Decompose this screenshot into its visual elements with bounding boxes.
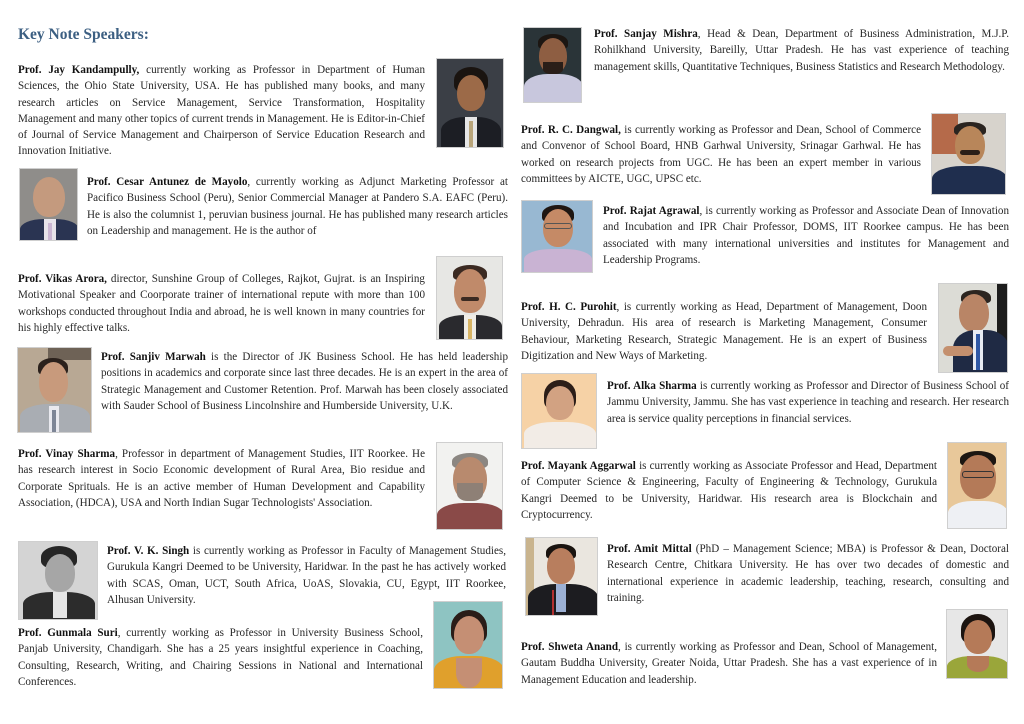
speaker-bio [107, 543, 506, 608]
speaker-bio [607, 541, 1009, 606]
photo-gunmala-suri [433, 601, 503, 689]
speaker-bio [521, 639, 937, 688]
photo-rc-dangwal [931, 113, 1006, 195]
speaker-bio [18, 625, 423, 690]
speaker-name: Prof. Vinay Sharma [18, 448, 116, 460]
speaker-description: , currently working as Professor in University Business School, Panjab University, Chandigarh. She has a 25 years insightful experience in Coaching, Consulting, Research, Writing, and Chairing Sessions in National and International Conferences. [18, 627, 423, 688]
photo-vinay-sharma [436, 442, 503, 530]
speaker-bio [101, 349, 508, 414]
speaker-name: Prof. Sanjay Mishra [594, 28, 698, 40]
photo-amit-mittal [525, 537, 598, 616]
speaker-name: Prof. Mayank Aggarwal [521, 460, 636, 472]
speaker-description: , is currently working as Professor and Dean, School of Management, Gautam Buddha University, Greater Noida, Uttar Pradesh. She has a vast experience of in Management Education and leadership. [521, 641, 937, 686]
speaker-description: is currently working as Associate Professor and Head, Department of Computer Science & Engineering, Faculty of Engineering & Technology, Gurukula Kangri Deemed to be University, Haridwar. His research area is Blockchain and Cryptocurrency. [521, 460, 937, 521]
photo-cesar-antunez-de-mayolo [19, 168, 78, 241]
photo-vikas-arora [436, 256, 503, 340]
speaker-name: Prof. H. C. Purohit [521, 301, 617, 313]
speaker-description: , Head & Dean, Department of Business Administration, M.J.P. Rohilkhand University, Bareilly, Uttar Pradesh. He has vast experience of teaching management skills, Quantitative Techniques, Business Statistics and Research Methodology. [594, 28, 1009, 73]
speaker-bio [18, 446, 425, 511]
speaker-bio [521, 122, 921, 187]
speaker-name: Prof. R. C. Dangwal, [521, 124, 621, 136]
speaker-bio [521, 299, 927, 364]
speaker-bio [594, 26, 1009, 75]
page-title: Key Note Speakers: [18, 26, 149, 43]
speaker-name: Prof. Amit Mittal [607, 543, 692, 555]
speaker-description: , is currently working as Head, Department of Management, Doon University, Dehradun. His area of research is Marketing Management, Consumer Behaviour, Marketing Research, Strategic Management. He is an expert of Business Digitization and New Ways of Marketing. [521, 301, 928, 362]
photo-mayank-aggarwal [947, 442, 1007, 529]
speaker-bio [521, 458, 937, 523]
photo-alka-sharma [521, 373, 597, 449]
speaker-description: director, Sunshine Group of Colleges, Rajkot, Gujrat. is an Inspiring Motivational Speaker and Coorporate trainer of international repute with more than 100 workshops conducted throughout India and abroad, he is well known in many countries for his highly effective talks. [18, 273, 425, 334]
speaker-name: Prof. Rajat Agrawal [603, 205, 700, 217]
speaker-bio [18, 271, 425, 336]
speaker-description: is currently working as Professor in Faculty of Management Studies, Gurukula Kangri Deemed to be University, Haridwar. In the past he has actively worked with SCAS, Oman, UCT, South Africa, UoAS, Slovakia, CU, Egypt, IIT Roorkee, Alhusan University. [107, 545, 506, 606]
speaker-name: Prof. Jay Kandampully, [18, 64, 140, 76]
photo-sanjay-mishra [523, 27, 582, 103]
speaker-description: , is currently working as Professor and Associate Dean of Innovation and Incubation and IPR Chair Professor, DOMS, IIT Roorkee campus. He has been associated with many international universities and institutes for Management and Leadership Programs. [603, 205, 1009, 266]
photo-sanjiv-marwah [17, 347, 92, 433]
speaker-name: Prof. Cesar Antunez de Mayolo [87, 176, 248, 188]
speaker-description: (PhD – Management Science; MBA) is Professor & Dean, Doctoral Research Centre, Chitkara University. He has over two decades of domestic and international experience in academic leadership, teaching, research, consulting and training. [607, 543, 1009, 604]
speaker-name: Prof. V. K. Singh [107, 545, 190, 557]
speaker-name: Prof. Alka Sharma [607, 380, 697, 392]
speaker-name: Prof. Vikas Arora, [18, 273, 107, 285]
speaker-description: is currently working as Professor and Director of Business School of Jammu University, Jammu. She has vast experience in teaching and research. Her research area is service quality perceptions in financial services. [607, 380, 1009, 425]
speaker-description: is currently working as Professor and Dean, School of Commerce and Convenor of School Board, HNB Garhwal University, Srinagar Garhwal. He has worked on research projects from UGC. He has been an expert member in various committees by AICTE, UGC, UPSC etc. [521, 124, 921, 185]
photo-hc-purohit [938, 283, 1008, 373]
speaker-name: Prof. Sanjiv Marwah [101, 351, 206, 363]
photo-rajat-agrawal [521, 200, 593, 273]
speaker-description: currently working as Professor in Department of Human Sciences, the Ohio State University, USA. He has published many books, and many research articles on Service Management, Service Transformation, Hospitality Management and many other topics of current trends in Management. He is Editor-in-Chief of Journal of Service Management and Chairperson of Service Education Research and Innovation Initiative. [18, 64, 425, 158]
speaker-bio [87, 174, 508, 239]
photo-shweta-anand [946, 609, 1008, 679]
photo-jay-kandampully [436, 58, 504, 148]
speaker-bio [603, 203, 1009, 268]
speaker-description: , Professor in department of Management Studies, IIT Roorkee. He has research interest in Socio Economic development of Rural Area, Bio residue and Corporate Sprituals. He is an active member of Human Development and Capability Association, (HDCA), USA and North Indian Sugar Technologists' Association. [18, 448, 425, 509]
speaker-description: is the Director of JK Business School. He has held leadership positions in academics and corporate since last three decades. He is an expert in the area of Strategic Management and Customer Retention. Prof. Marwah has been closely associated with Sauder School of Business Lincolnshire and Humberside University, U.K. [101, 351, 508, 412]
speaker-name: Prof. Gunmala Suri [18, 627, 118, 639]
photo-vk-singh [18, 541, 98, 620]
speaker-bio [18, 62, 425, 160]
speaker-name: Prof. Shweta Anand [521, 641, 619, 653]
speaker-description: , currently working as Adjunct Marketing Professor at Pacifico Business School (Peru), Senior Commercial Manager at Pandero S.A. EAFC (Peru). He is also the columnist 1, peruvian business journal. He has published many research articles on Leadership and management. He is the author of [87, 176, 508, 237]
speaker-bio [607, 378, 1009, 427]
